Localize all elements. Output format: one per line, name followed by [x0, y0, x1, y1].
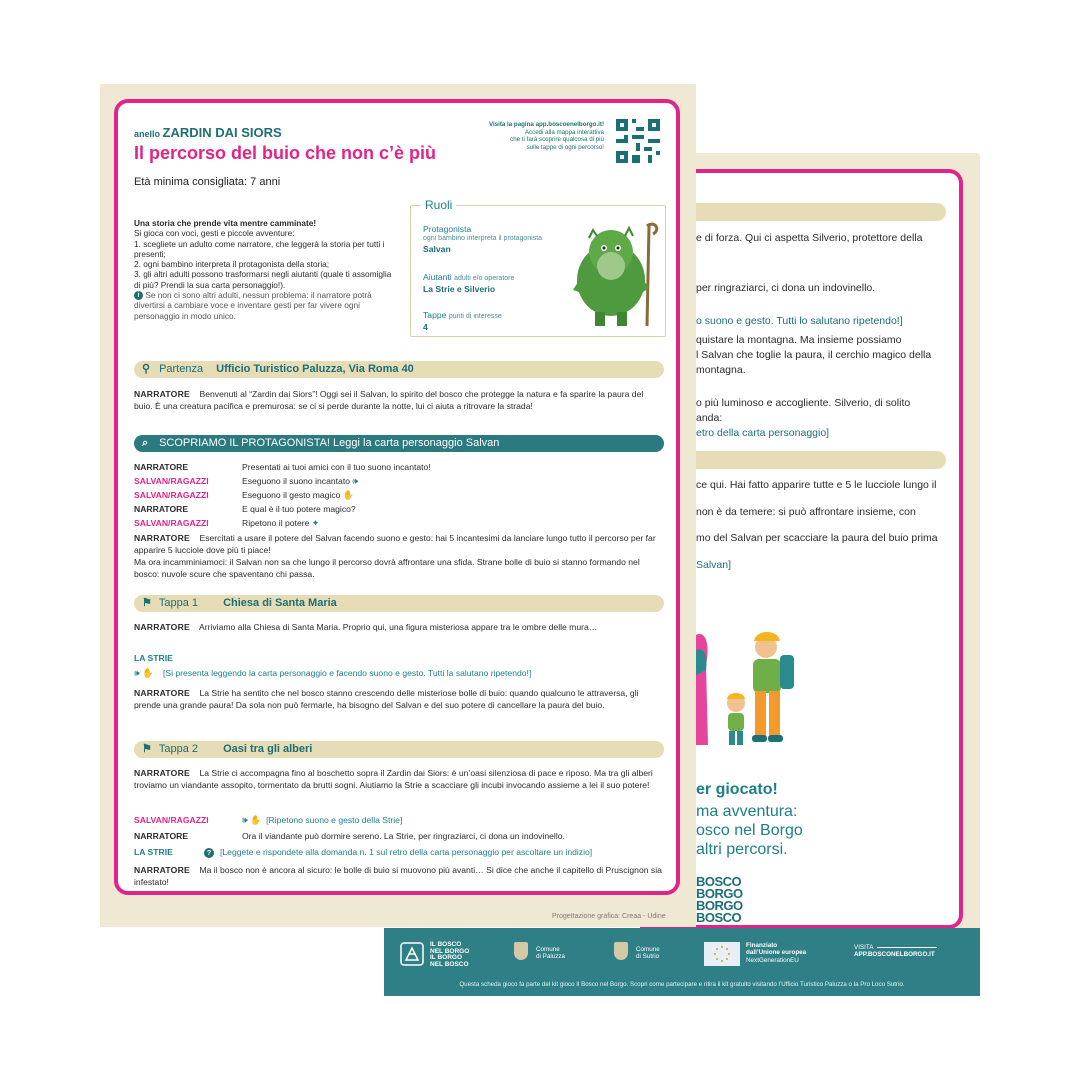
- stage1-paragraph-2: NARRATORE La Strie ha sentito che nel bosco stanno crescendo delle misteriose bolle di buio: quando qualcuno le attraversa, gli prende una grande paura! Da sola non può fermarle, ha bisogno del Salvan e del suo potere di cancellare la paura del buio.: [134, 688, 639, 710]
- start-section-bar: ⚲ Partenza Ufficio Turistico Paluzza, Via Roma 40: [134, 361, 664, 378]
- back-ending-line: osco nel Borgo: [696, 822, 803, 839]
- back-text-line: ce qui. Hai fatto apparire tutte e 5 le lucciole lungo il: [696, 479, 937, 491]
- map-pin-icon: ⚲: [142, 363, 151, 375]
- back-text-line: anda:: [696, 412, 723, 424]
- qr-code-icon[interactable]: [616, 119, 660, 163]
- design-credit: Progettazione grafica: Creaa - Udine: [552, 913, 666, 920]
- discover-section-bar: ⌕ SCOPRIAMO IL PROTAGONISTA! Leggi la carta personaggio Salvan: [134, 435, 664, 452]
- stage1-strie-label: LA STRIE: [134, 653, 173, 663]
- intro-text: Una storia che prende vita mentre camminate! Si gioca con voci, gesti e piccole avventure: 1. scegliete un adulto come narratore, che leggerà la storia per tutti i presenti; 2. ogni bambino interpreta il protagonista della storia; 3. gli altri adulti possono trasformarsi negli aiutanti (quale ti assomiglia di più? Prendi la sua carta personaggio!). i Se non ci sono altri adulti, nessun problema: il narratore potrà divertirsi a cambiare voce e inventare gesti per far vivere ogni personaggio in modo unico.: [134, 218, 392, 321]
- back-ending-line: altri percorsi.: [696, 841, 788, 858]
- dialog-row: SALVAN/RAGAZZI Eseguono il gesto magico ✋: [134, 490, 355, 500]
- eu-flag-icon: [704, 942, 740, 966]
- footer: [384, 928, 980, 996]
- front-sheet: [100, 84, 696, 927]
- flag-icon: ⚑: [142, 597, 152, 609]
- dialog-row: SALVAN/RAGAZZI Eseguono il suono incantato 🕪: [134, 476, 359, 486]
- paluzza-crest-icon: [514, 942, 528, 960]
- dialog-row: NARRATORE Presentati ai tuoi amici con il tuo suono incantato!: [134, 462, 431, 472]
- dialog-row: NARRATORE E qual è il tuo potere magico?: [134, 504, 356, 514]
- back-text-line: etro della carta personaggio]: [696, 427, 830, 439]
- back-text-line: l Salvan che toglie la paura, il cerchio magico della: [696, 349, 932, 361]
- footer-visit[interactable]: VISITA APP.BOSCONELBORGO.IT: [854, 944, 937, 959]
- family-illustration: [696, 625, 806, 760]
- salvan-character-illustration: [569, 218, 661, 328]
- question-icon: ?: [204, 848, 214, 858]
- page-title: Il percorso del buio che non c’è più: [134, 143, 437, 163]
- divider: [877, 947, 937, 948]
- flag-icon: ⚑: [142, 743, 152, 755]
- back-text-line: mo del Salvan per scacciare la paura del buio prima: [696, 532, 938, 544]
- back-text-line: non è da temere: si può affrontare insieme, con: [696, 506, 916, 518]
- sound-gesture-icons: 🕪 ✋: [242, 815, 262, 825]
- dialog-row: SALVAN/RAGAZZI Ripetono il potere ✦: [134, 518, 320, 528]
- stage1-section-bar: ⚑ Tappa 1 Chiesa di Santa Maria: [134, 595, 664, 612]
- bosco-borgo-logo-icon: [400, 942, 424, 966]
- magnifier-icon: ⌕: [142, 437, 149, 449]
- eu-funding: Finanziato dall’Unione europea NextGenerationEU: [746, 942, 807, 964]
- back-text-line: per ringraziarci, ci dona un indovinello.: [696, 282, 876, 294]
- front-card: [114, 99, 680, 895]
- visit-app-note: Visita la pagina app.boscoenelborgo.it! Accedi alla mappa interattiva che ti farà scoprire qualcosa di più sulle tappe di ogni percorso!: [488, 121, 604, 151]
- back-text-line: o più luminoso e accogliente. Silverio, di solito: [696, 397, 911, 409]
- back-text-line: montagna.: [696, 364, 746, 376]
- roles-box: [410, 198, 666, 337]
- back-ending-line: ma avventura:: [696, 803, 798, 820]
- exercise-paragraph: NARRATORE Esercitati a usare il potere del Salvan facendo suono e gesto: hai 5 incantesimi da lanciare lungo tutto il percorso per far apparire 5 lucciole dove più ti piace! Ma ora incamminiamoci: il Salvan non sa che lungo il percorso dovrà affrontare una sfida. Strane bolle di buio si stanno formando nel bosco: nuvole scure che spaventano chi passa.: [134, 533, 656, 579]
- stage1-instruction: 🕪 ✋ [Si presenta leggendo la carta personaggio e facendo suono e gesto. Tutti la salutano ripetendo!]: [134, 668, 532, 678]
- back-ending-title: er giocato!: [696, 781, 778, 798]
- footer-logo-text: IL BOSCO NEL BORGO IL BORGO NEL BOSCO: [430, 941, 470, 968]
- back-text-line: o suono e gesto. Tutti lo salutano ripetendo!]: [696, 315, 903, 327]
- back-text-line: Salvan]: [696, 559, 732, 571]
- dialog-row: NARRATORE Ora il viandante può dormire sereno. La Strie, per ringraziarci, ci dona un indovinello.: [134, 831, 565, 841]
- role-protagonist: Protagonista ogni bambino interpreta il protagonista Salvan: [423, 224, 543, 254]
- stage2-paragraph: NARRATORE La Strie ci accompagna fino al boschetto sopra il Zardin dai Siors: è un’oasi silenziosa di pace e riposo. Ma tra gli alberi troviamo un viandante assopito, tormentato da brutti sogni. Aiutiamo la Strie a scacciare gli incubi invocando assieme a lei il suo potere!: [134, 768, 653, 790]
- stage2-section-bar: ⚑ Tappa 2 Oasi tra gli alberi: [134, 741, 664, 758]
- loop-label: anello ZARDIN DAI SIORS: [134, 125, 282, 140]
- roles-title: Ruoli: [421, 198, 456, 212]
- start-paragraph: NARRATORE Benvenuti al “Zardin dai Siors”! Oggi sei il Salvan, lo spirito del bosco che protegge la natura e fa sparire la paura del buio. È una creatura pacifica e premurosa: se ci si perde durante la notte, lui ci aiuta a ritrovare la strada!: [134, 389, 644, 411]
- sound-icon: 🕪: [352, 476, 359, 486]
- footer-caption: Questa scheda gioco fa parte del kit gioco Il Bosco nel Borgo. Scopri come partecipare e ritira il kit gratuito visitando l’Ufficio Turistico Paluzza o la Pro Loco Sutrio.: [459, 981, 905, 988]
- back-logo: BOSCO BORGO BORGO BOSCO: [696, 874, 743, 925]
- comune-sutrio: Comune di Sutrio: [636, 946, 660, 961]
- sutrio-crest-icon: [614, 942, 628, 960]
- gesture-icon: ✋: [342, 490, 355, 500]
- sound-gesture-icons: 🕪 ✋: [134, 668, 154, 678]
- dialog-row: LA STRIE ? [Leggete e rispondete alla domanda n. 1 sul retro della carta personaggio per ascoltare un indizio]: [134, 847, 593, 857]
- role-stops: Tappe punti di interesse 4: [423, 310, 502, 332]
- dialog-row: SALVAN/RAGAZZI 🕪 ✋ [Ripetono suono e gesto della Strie]: [134, 815, 403, 825]
- info-icon: i: [134, 291, 143, 300]
- stage1-paragraph: NARRATORE Arriviamo alla Chiesa di Santa Maria. Proprio qui, una figura misteriosa appare tra le ombre delle mura…: [134, 622, 598, 632]
- role-helpers: Aiutanti adulti e/o operatore La Strie e Silverio: [423, 272, 515, 294]
- back-text-line: quistare la montagna. Ma insieme possiamo: [696, 334, 902, 346]
- stage2-paragraph-3: NARRATORE Ma il bosco non è ancora al sicuro: le bolle di buio si muovono più avanti… Si dice che anche il capitello di Pruscignon sia infestato!: [134, 865, 662, 887]
- comune-paluzza: Comune di Paluzza: [536, 946, 566, 961]
- min-age: Età minima consigliata: 7 anni: [134, 176, 281, 188]
- back-text-line: e di forza. Qui ci aspetta Silverio, protettore della: [696, 232, 923, 244]
- wand-icon: ✦: [311, 518, 320, 528]
